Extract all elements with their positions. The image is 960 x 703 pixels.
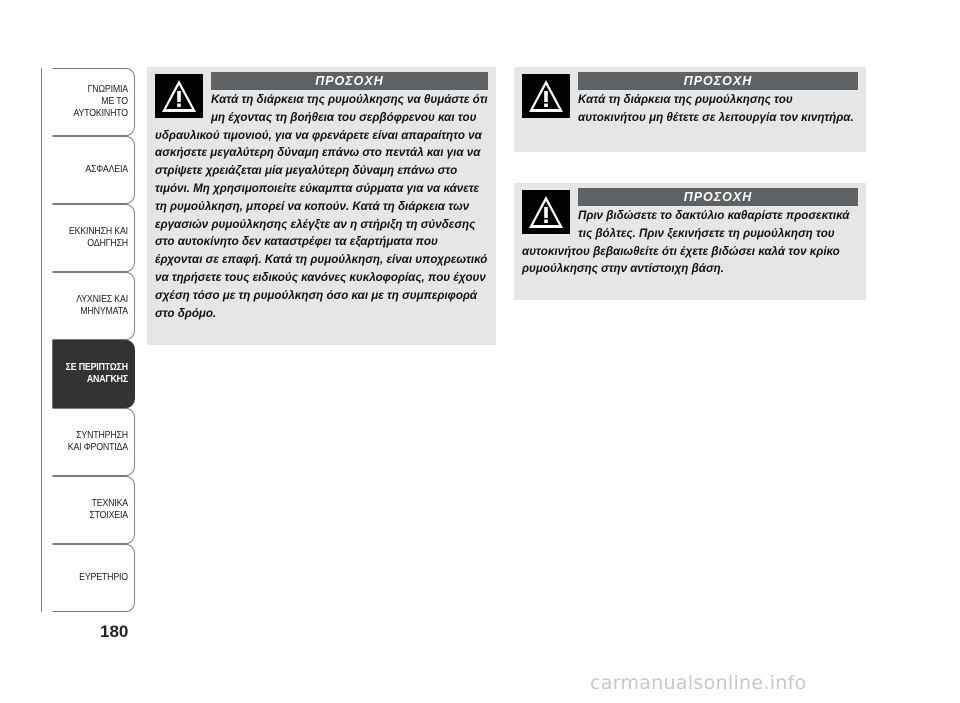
warning-header: ΠΡΟΣΟΧΗ [211,72,488,90]
warning-text: Πριν βιδώσετε το δακτύλιο καθαρίστε προσεκτικά τις βόλτες. Πριν ξεκινήσετε τη ρυμούλκηση του αυτοκινήτου βεβαιωθείτε ότι έχετε βιδώσει καλά τον κρίκο ρυμούλκησης στην αντίστοιχη βάση. [522,209,850,276]
watermark: carmanualsonline.info [590,672,807,694]
tab-maintenance[interactable]: ΣΥΝΤΗΡΗΣΗ ΚΑΙ ΦΡΟΝΤΙΔΑ [52,408,135,476]
page-number: 180 [100,622,129,641]
tab-getting-to-know[interactable]: ΓΝΩΡΙΜΙΑ ΜΕ ΤΟ ΑΥΤΟΚΙΝΗΤΟ [52,68,135,136]
warning-text: Κατά τη διάρκεια της ρυμούλκησης να θυμάστε ότι μη έχοντας τη βοήθεια του σερβόφρενου και του υδραυλικού τιμονιού, για να φρενάρετε είναι απαραίτητο να ασκήσετε μεγαλύτερη δύναμη επάνω στο πεντάλ και για να στρίψετε χρειάζεται μία μεγαλύτερη δύναμη επάνω στο τιμόνι. Μη χρησιμοποιείτε εύκαμπτα σύρματα για να κάνετε τη ρυμούλκηση, μπορεί να κοπούν. Κατά τη διάρκεια των εργασιών ρυμούλκησης ελέγξτε αν η στήριξη τη σύνδεσης στο αυτοκίνητο δεν καταστρέφει τα εξαρτήματα που έρχονται σε επαφή. Κατά τη ρυμούλκηση, είναι υποχρεωτικό να τηρήσετε τους ειδικούς κανόνες κυκλοφορίας, που έχουν σχέση τόσο με τη ρυμούλκηση όσο και με τη συμπεριφορά στο δρόμο. [155,93,488,320]
tab-starting-driving[interactable]: ΕΚΚΙΝΗΣΗ ΚΑΙ ΟΔΗΓΗΣΗ [52,204,135,272]
warning-header: ΠΡΟΣΟΧΗ [578,188,858,206]
tab-index[interactable]: ΕΥΡΕΤΗΡΙΟ [52,544,135,612]
warning-box-engine [514,67,866,152]
tab-emergency[interactable]: ΣΕ ΠΕΡΙΠΤΩΣΗ ΑΝΑΓΚΗΣ [52,340,135,408]
warning-header: ΠΡΟΣΟΧΗ [578,72,858,90]
warning-box-towing-ring [514,183,866,300]
sidebar-edge-line [41,68,42,612]
warning-box-towing-driving [147,67,496,345]
warning-triangle-icon [522,74,570,118]
tab-technical-data[interactable]: ΤΕΧΝΙΚΑ ΣΤΟΙΧΕΙΑ [52,476,135,544]
warning-triangle-icon [522,190,570,234]
tab-warning-lights[interactable]: ΛΥΧΝΙΕΣ ΚΑΙ ΜΗΝΥΜΑΤΑ [52,272,135,340]
warning-text: Κατά τη διάρκεια της ρυμούλκησης του αυτοκινήτου μη θέτετε σε λειτουργία τον κινητήρα. [578,93,854,124]
warning-triangle-icon [155,74,203,118]
tab-safety[interactable]: ΑΣΦΑΛΕΙΑ [52,136,135,204]
